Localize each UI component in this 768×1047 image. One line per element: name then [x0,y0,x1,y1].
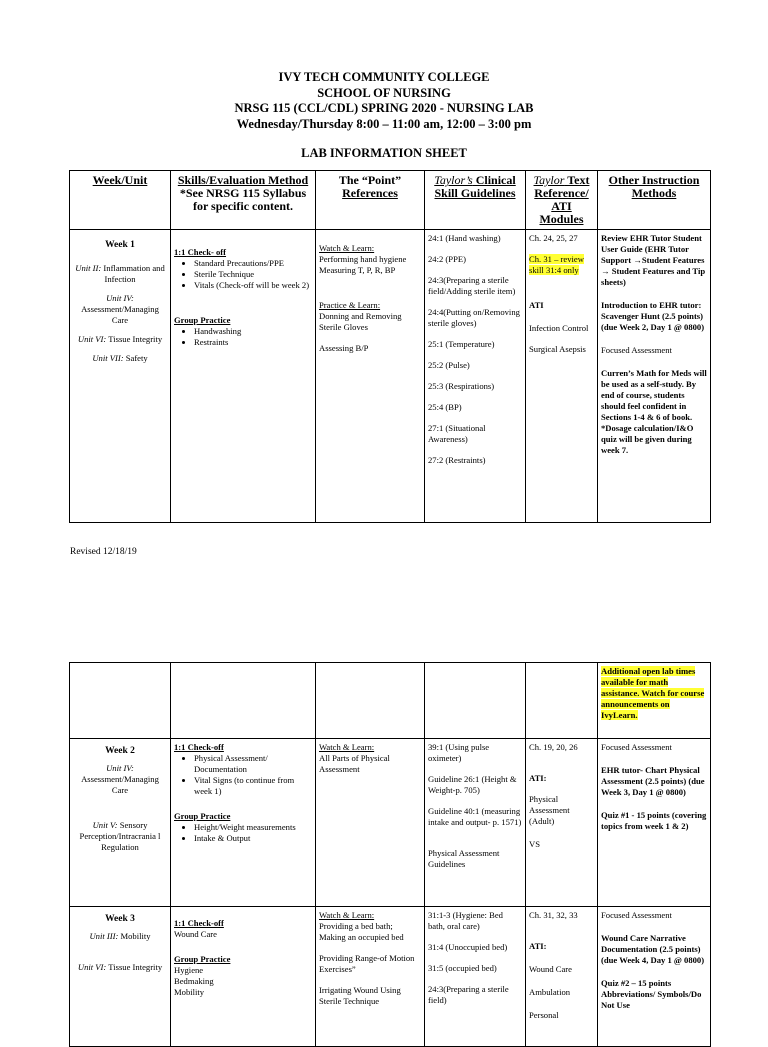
note-row [70,663,711,739]
reference-item: Making an occupied bed [319,932,404,942]
revision-date: Revised 12/18/19 [70,547,137,557]
list-item: Hygiene [174,965,204,975]
course-title: NRSG 115 (CCL/CDL) SPRING 2020 - NURSING LAB [234,101,534,115]
week3-title: Week 3 [105,914,135,924]
week3-unit-cell [70,907,171,1047]
week1-guidelines-cell [425,230,526,523]
ati-item: Ambulation [529,987,571,997]
week2-skills-cell [171,739,316,907]
school-name: SCHOOL OF NURSING [317,85,451,100]
guideline-item: Physical Assessment Guidelines [428,848,500,869]
week2-guidelines-cell [425,739,526,907]
watch-learn-title: Watch & Learn: [319,910,375,920]
week3-point-cell [316,907,425,1047]
instruction-item: Quiz #1 - 15 points (covering topics from week 1 & 2) [601,810,707,831]
list-item: • Sterile Technique [194,269,312,280]
instruction-item: Quiz #2 – 15 points Abbreviations/ Symbols/Do Not Use [601,978,702,1010]
open-lab-note: Additional open lab times available for math assistance. Watch for course announcements on IvyLearn. [601,666,705,720]
list-item: • Standard Precautions/PPE [194,258,312,269]
header-row [70,171,711,230]
list-item: • Handwashing [194,326,312,337]
ati-label: ATI: [529,773,547,783]
week1-title: Week 1 [105,240,135,250]
group-practice-title: Group Practice [174,954,231,964]
unit-item: Unit IV: Assessment/Managing Care [81,293,159,325]
ati-item: Surgical Asepsis [529,344,586,354]
guideline-item: 25:2 (Pulse) [428,360,470,370]
practice-learn-title: Practice & Learn: [319,300,381,310]
instruction-item: Focused Assessment [601,742,672,752]
list-item: Bedmaking [174,976,214,986]
highlighted-note: Ch. 31 – review skill 31:4 only [529,254,584,275]
checkoff-title: 1:1 Check-off [174,742,224,752]
checkoff-title: 1:1 Check- off [174,247,227,257]
week2-unit-cell [70,739,171,907]
week1-text-ref-cell [526,230,598,523]
guideline-item: Guideline 40:1 (measuring intake and output- p. 1571) [428,806,522,827]
guideline-item: 24:2 (PPE) [428,254,466,264]
week1-point-cell [316,230,425,523]
col-text-reference: Taylor Text Reference/ ATI Modules [526,171,598,230]
empty-cell [171,663,316,739]
week3-row [70,907,711,1047]
lab-table-page1 [69,170,711,523]
unit-item: Unit II: Inflammation and Infection [75,263,165,284]
instruction-item: Focused Assessment [601,345,672,355]
col-week: Week/Unit [70,171,171,230]
week2-point-cell [316,739,425,907]
watch-learn-title: Watch & Learn: [319,243,375,253]
instruction-item: Introduction to EHR tutor: Scavenger Hunt (2.5 points) (due Week 2, Day 1 @ 0800) [601,300,705,332]
unit-item: Unit V: Sensory Perception/Intracrania l Regulation [79,820,161,852]
instruction-item: Curren’s Math for Meds will be used as a self-study. By end of course, students should feel confident in Sections 1-4 & 6 of book. *Dosage calculation/I&O quiz will be given during week 7. [601,368,707,455]
reference-item: Providing a bed bath; [319,921,393,931]
ati-label: ATI [529,300,544,310]
week1-skills-cell [171,230,316,523]
group-list [174,326,312,348]
week3-skills-cell [171,907,316,1047]
guideline-item: 24:4(Putting on/Removing sterile gloves) [428,307,520,328]
guideline-item: 24:3(Preparing a sterile field) [428,984,509,1005]
ati-item: Infection Control [529,323,589,333]
unit-item: Unit VII: Safety [92,353,148,363]
guideline-item: 31:1-3 (Hygiene: Bed bath, oral care) [428,910,503,931]
week3-text-ref-cell [526,907,598,1047]
guideline-item: Guideline 26:1 (Height & Weight-p. 705) [428,774,517,795]
list-item: Wound Care [174,929,217,939]
week3-guidelines-cell [425,907,526,1047]
guideline-item: 24:3(Preparing a sterile field/Adding sterile item) [428,275,516,296]
guideline-item: 25:3 (Respirations) [428,381,495,391]
group-list [174,822,312,844]
document-header [0,69,768,131]
instruction-item: EHR tutor- Chart Physical Assessment (2.5 points) (due Week 3, Day 1 @ 0800) [601,765,705,797]
guideline-item: 31:5 (occupied bed) [428,963,497,973]
list-item: • Vital Signs (to continue from week 1) [194,775,312,797]
week2-title: Week 2 [105,746,135,756]
reference-item: Irrigating Wound Using Sterile Technique [319,985,401,1006]
chapter-ref: Ch. 31, 32, 33 [529,910,578,920]
chapter-ref: Ch. 19, 20, 26 [529,742,578,752]
guideline-item: 27:1 (Situational Awareness) [428,423,486,444]
college-name: IVY TECH COMMUNITY COLLEGE [278,70,490,84]
checkoff-list [174,753,312,797]
checkoff-list [174,258,312,291]
instruction-item: Focused Assessment [601,910,672,920]
reference-item: Measuring T, P, R, BP [319,265,396,275]
week1-row [70,230,711,523]
reference-item: Providing Range-of Motion Exercises” [319,953,415,974]
col-taylor-guidelines: Taylor’s Clinical Skill Guidelines [425,171,526,230]
guideline-item: 39:1 (Using pulse oximeter) [428,742,490,763]
reference-item: Assessing B/P [319,343,369,353]
guideline-item: 25:1 (Temperature) [428,339,495,349]
list-item: • Vitals (Check-off will be week 2) [194,280,312,291]
week2-text-ref-cell [526,739,598,907]
week3-other-cell [598,907,711,1047]
week1-unit-cell [70,230,171,523]
ati-item: Wound Care [529,964,572,974]
guideline-item: 25:4 (BP) [428,402,462,412]
unit-item: Unit III: Mobility [89,931,151,941]
list-item: • Intake & Output [194,833,312,844]
sheet-title: LAB INFORMATION SHEET [301,146,467,160]
col-point: The “Point” References [316,171,425,230]
open-lab-note-cell [598,663,711,739]
lab-table-page2 [69,662,711,1047]
chapter-ref: Ch. 24, 25, 27 [529,233,578,243]
reference-item: Donning and Removing Sterile Gloves [319,311,402,332]
col-skills: Skills/Evaluation Method *See NRSG 115 Syllabus for specific content. [171,171,316,230]
unit-item: Unit VI: Tissue Integrity [77,962,163,972]
guideline-item: 24:1 (Hand washing) [428,233,501,243]
instruction-item: Review EHR Tutor Student User Guide (EHR Tutor Support →Student Features → Student Features and Tip sheets) [601,233,706,287]
week1-other-cell [598,230,711,523]
guideline-item: 27:2 (Restraints) [428,455,486,465]
ati-item: Personal [529,1010,559,1020]
unit-item: Unit VI: Tissue Integrity [77,334,163,344]
ati-item: VS [529,839,540,849]
instruction-item: Wound Care Narrative Documentation (2.5 points) (due Week 4, Day 1 @ 0800) [601,933,705,965]
empty-cell [70,663,171,739]
ati-item: Physical Assessment (Adult) [529,794,570,826]
col-other-methods: Other Instruction Methods [598,171,711,230]
guideline-item: 31:4 (Unoccupied bed) [428,942,508,952]
empty-cell [316,663,425,739]
schedule-times: Wednesday/Thursday 8:00 – 11:00 am, 12:00 – 3:00 pm [236,116,532,131]
empty-cell [526,663,598,739]
ati-label: ATI: [529,941,547,951]
empty-cell [425,663,526,739]
group-practice-title: Group Practice [174,811,231,821]
list-item: • Height/Weight measurements [194,822,312,833]
reference-item: Performing hand hygiene [319,254,407,264]
list-item: • Physical Assessment/ Documentation [194,753,312,775]
reference-item: All Parts of Physical Assessment [319,753,390,774]
checkoff-title: 1:1 Check-off [174,918,224,928]
list-item: Mobility [174,987,205,997]
week2-other-cell [598,739,711,907]
watch-learn-title: Watch & Learn: [319,742,375,752]
list-item: • Restraints [194,337,312,348]
week2-row [70,739,711,907]
group-practice-title: Group Practice [174,315,231,325]
unit-item: Unit IV: Assessment/Managing Care [81,763,159,795]
